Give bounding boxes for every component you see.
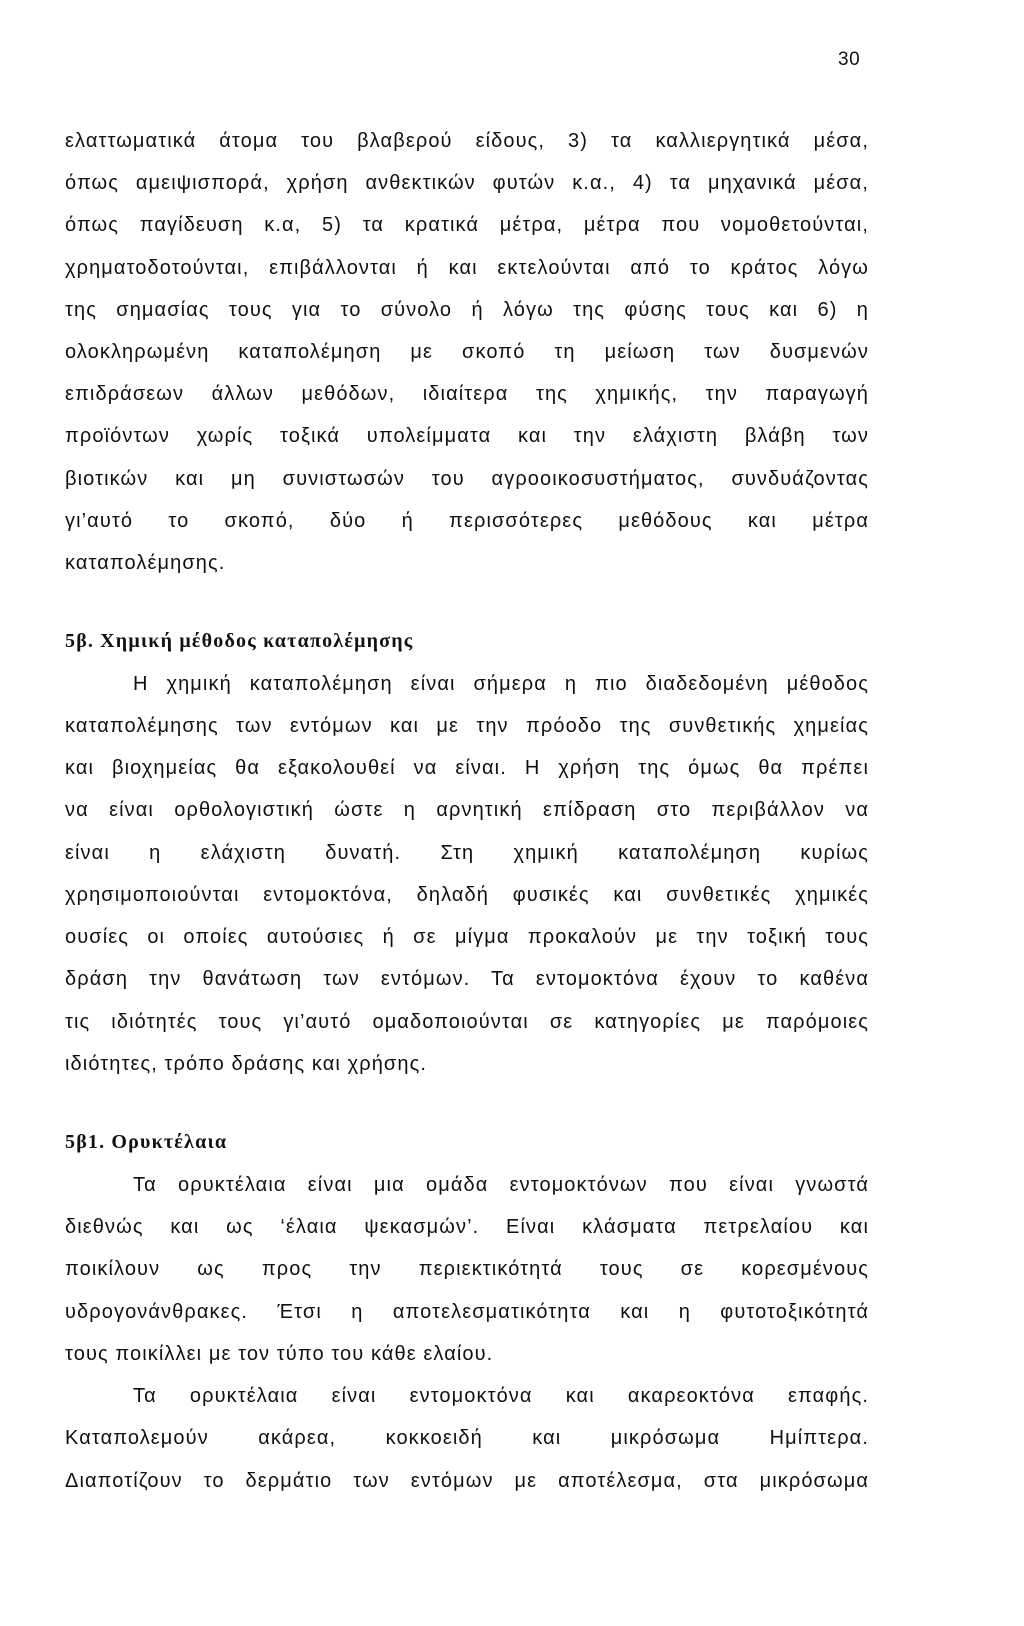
text-line: διεθνώς και ως ‘έλαια ψεκασμών’. Είναι κλάσματα πετρελαίου και [65,1216,869,1238]
text-line: Διαποτίζουν το δερμάτιο των εντόμων με αποτέλεσμα, στα μικρόσωμα [65,1470,869,1492]
section-title: Χημική μέθοδος καταπολέμησης [100,630,414,652]
text-line: ολοκληρωμένη καταπολέμηση με σκοπό τη μείωση των δυσμενών [65,341,869,363]
section-number: 5β1. [65,1131,106,1153]
text-line: γι’αυτό το σκοπό, δύο ή περισσότερες μεθόδους και μέτρα [65,510,869,532]
text-line: ιδιότητες, τρόπο δράσης και χρήσης. [65,1053,427,1075]
text-line: να είναι ορθολογιστική ώστε η αρνητική επίδραση στο περιβάλλον να [65,799,869,821]
text-line: όπως αμειψισπορά, χρήση ανθεκτικών φυτών κ.α., 4) τα μηχανικά μέσα, [65,172,869,194]
section-number: 5β. [65,630,95,652]
text-line: τις ιδιότητές τους γι’αυτό ομαδοποιούνται σε κατηγορίες με παρόμοιες [65,1011,869,1033]
text-line: ποικίλουν ως προς την περιεκτικότητά τους σε κορεσμένους [65,1258,869,1280]
text-line: χρησιμοποιούνται εντομοκτόνα, δηλαδή φυσικές και συνθετικές χημικές [65,884,869,906]
text-line: Τα ορυκτέλαια είναι εντομοκτόνα και ακαρεοκτόνα επαφής. [133,1385,869,1407]
text-line: χρηματοδοτούνται, επιβάλλονται ή και εκτελούνται από το κράτος λόγω [65,257,869,279]
text-line: καταπολέμησης. [65,552,226,574]
text-line: είναι η ελάχιστη δυνατή. Στη χημική καταπολέμηση κυρίως [65,842,869,864]
text-line: τους ποικίλλει με τον τύπο του κάθε ελαίου. [65,1343,494,1365]
text-line: προϊόντων χωρίς τοξικά υπολείμματα και την ελάχιστη βλάβη των [65,425,869,447]
text-line: Καταπολεμούν ακάρεα, κοκκοειδή και μικρόσωμα Ημίπτερα. [65,1427,869,1449]
section-heading-5b [65,628,413,654]
text-line: ουσίες οι οποίες αυτούσιες ή σε μίγμα προκαλούν με την τοξική τους [65,926,869,948]
text-line: όπως παγίδευση κ.α, 5) τα κρατικά μέτρα, μέτρα που νομοθετούνται, [65,214,869,236]
text-line: της σημασίας τους για το σύνολο ή λόγω της φύσης τους και 6) η [65,299,869,321]
section-heading-5b1 [65,1129,227,1155]
text-line: βιοτικών και μη συνιστωσών του αγροοικοσυστήματος, συνδυάζοντας [65,468,869,490]
text-line: Η χημική καταπολέμηση είναι σήμερα η πιο διαδεδομένη μέθοδος [133,673,869,695]
text-line: δράση την θανάτωση των εντόμων. Τα εντομοκτόνα έχουν το καθένα [65,968,869,990]
text-line: ελαττωματικά άτομα του βλαβερού είδους, 3) τα καλλιεργητικά μέσα, [65,130,869,152]
text-line: και βιοχημείας θα εξακολουθεί να είναι. Η χρήση της όμως θα πρέπει [65,757,869,779]
text-line: καταπολέμησης των εντόμων και με την πρόοδο της συνθετικής χημείας [65,715,869,737]
text-line: υδρογονάνθρακες. Έτσι η αποτελεσματικότητα και η φυτοτοξικότητά [65,1301,869,1323]
text-line: επιδράσεων άλλων μεθόδων, ιδιαίτερα της χημικής, την παραγωγή [65,383,869,405]
text-line: Τα ορυκτέλαια είναι μια ομάδα εντομοκτόνων που είναι γνωστά [133,1174,869,1196]
section-title: Ορυκτέλαια [111,1131,228,1153]
page-number: 30 [838,49,861,70]
